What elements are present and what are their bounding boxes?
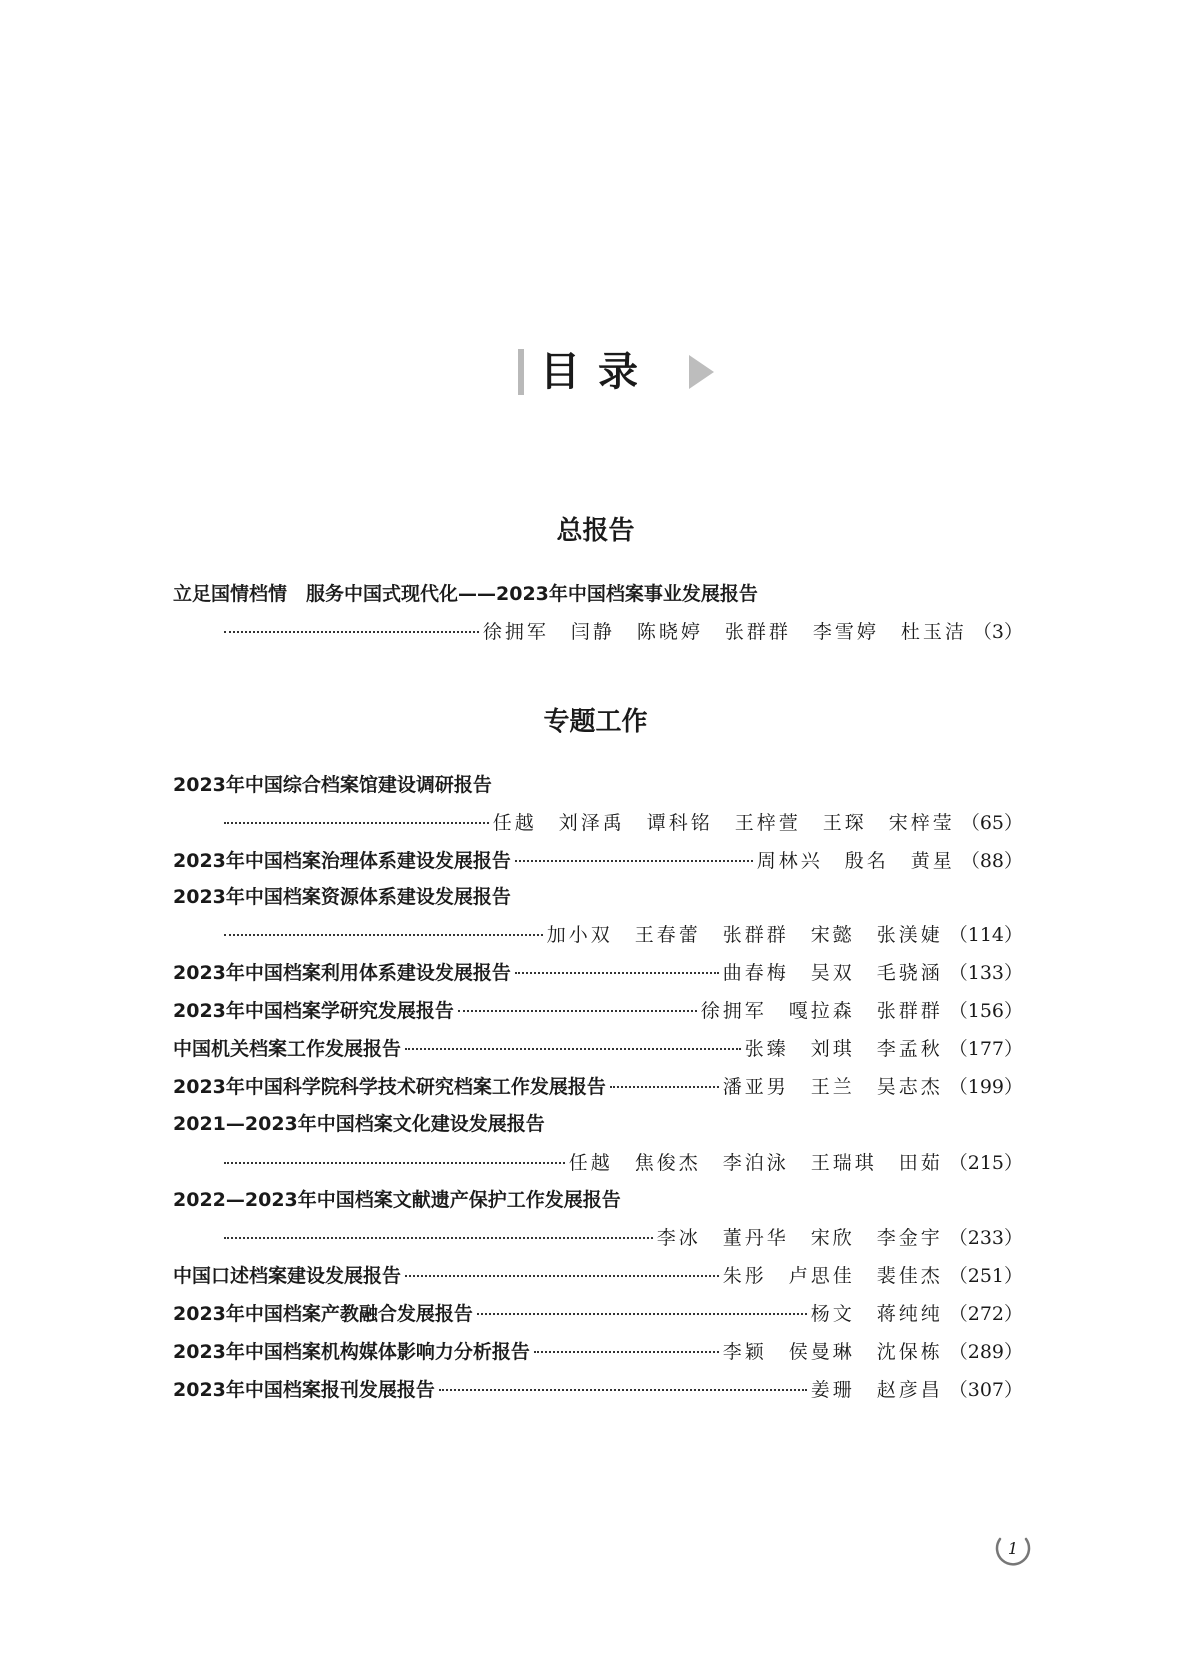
toc-entry-page: （133） [948,962,1023,984]
section-heading-topics: 专题工作 [543,707,648,737]
page-title: 目录 [540,348,656,395]
toc-entry[interactable] [173,1074,1023,1100]
dot-leader [610,1086,719,1088]
dot-leader [224,934,543,936]
toc-entry-page: （199） [948,1076,1023,1098]
toc-entry-authors: 徐拥军 闫静 陈晓婷 张群群 李雪婷 杜玉洁 [482,621,967,643]
dot-leader [224,1237,653,1239]
toc-entry-authors: 任越 焦俊杰 李泊泳 王瑞琪 田茹 [568,1152,943,1174]
page-number: 1 [1007,1539,1019,1558]
toc-entry-title[interactable]: 2023年中国综合档案馆建设调研报告 [173,774,492,796]
toc-entry-authors: 潘亚男 王兰 吴志杰 [722,1076,943,1098]
toc-entry-title: 2023年中国档案利用体系建设发展报告 [173,962,511,984]
dot-leader [458,1010,697,1012]
toc-entry-title: 中国口述档案建设发展报告 [173,1265,402,1287]
page-title-block [0,345,1191,415]
toc-entry-page: （233） [948,1227,1023,1249]
toc-entry-leader-line[interactable] [220,922,1023,948]
toc-entry[interactable] [173,998,1023,1024]
toc-entry-page: （272） [948,1303,1023,1325]
toc-entry-title[interactable]: 2022—2023年中国档案文献遗产保护工作发展报告 [173,1189,621,1211]
toc-entry-title: 中国机关档案工作发展报告 [173,1038,402,1060]
toc-entry-leader-line[interactable] [220,1225,1023,1251]
toc-entry-page: （156） [948,1000,1023,1022]
toc-entry-page: （289） [948,1341,1023,1363]
dot-leader [477,1313,807,1315]
page-number-folio [992,1531,1034,1573]
toc-entry-title[interactable]: 2021—2023年中国档案文化建设发展报告 [173,1113,545,1135]
dot-leader [534,1351,719,1353]
dot-leader [439,1389,807,1391]
toc-entry-page: （114） [948,924,1023,946]
toc-entry-title: 2023年中国档案产教融合发展报告 [173,1303,473,1325]
toc-entry-authors: 李冰 董丹华 宋欣 李金宇 [656,1227,943,1249]
toc-entry-title: 2023年中国档案报刊发展报告 [173,1379,435,1401]
toc-entry-page: （251） [948,1265,1023,1287]
toc-entry[interactable] [173,848,1023,874]
toc-entry[interactable] [173,1263,1023,1289]
toc-entry-authors: 姜珊 赵彦昌 [810,1379,943,1401]
toc-entry-authors: 徐拥军 嘎拉森 张群群 [700,1000,943,1022]
toc-entry-leader-line[interactable] [220,1150,1023,1176]
dot-leader [224,631,479,633]
toc-entry-title: 2023年中国档案治理体系建设发展报告 [173,850,511,872]
toc-entry-leader-line[interactable] [220,619,1023,645]
dot-leader [405,1275,719,1277]
toc-entry-title: 2023年中国档案机构媒体影响力分析报告 [173,1341,530,1363]
title-left-bar [518,349,524,395]
toc-entry-authors: 杨文 蒋纯纯 [810,1303,943,1325]
toc-entry-page: （307） [948,1379,1023,1401]
dot-leader [405,1048,741,1050]
dot-leader [515,860,753,862]
toc-entry-title: 2023年中国档案学研究发展报告 [173,1000,454,1022]
toc-entry[interactable] [173,1301,1023,1327]
toc-entry-title: 2023年中国科学院科学技术研究档案工作发展报告 [173,1076,606,1098]
title-arrow-icon [689,355,714,389]
section-heading-general: 总报告 [556,516,635,546]
toc-entry[interactable] [173,1377,1023,1403]
toc-entry-authors: 周林兴 殷名 黄星 [756,850,955,872]
toc-entry-authors: 李颖 侯曼琳 沈保栋 [722,1341,943,1363]
dot-leader [224,1162,565,1164]
toc-entry-page: （177） [948,1038,1023,1060]
toc-entry[interactable] [173,960,1023,986]
toc-entry-page: （65） [960,812,1023,834]
toc-entry[interactable] [173,1339,1023,1365]
toc-entry-page: （3） [972,621,1023,643]
toc-entry-authors: 任越 刘泽禹 谭科铭 王梓萱 王琛 宋梓莹 [492,812,955,834]
toc-entry-authors: 张臻 刘琪 李孟秋 [744,1038,943,1060]
toc-entry-page: （215） [948,1152,1023,1174]
toc-entry-authors: 朱彤 卢思佳 裴佳杰 [722,1265,943,1287]
toc-entry-authors: 曲春梅 吴双 毛骁涵 [722,962,943,984]
toc-entry-authors: 加小双 王春蕾 张群群 宋懿 张渼婕 [546,924,943,946]
toc-entry-title[interactable]: 立足国情档情 服务中国式现代化——2023年中国档案事业发展报告 [173,583,758,605]
toc-entry[interactable] [173,1036,1023,1062]
toc-entry-leader-line[interactable] [220,810,1023,836]
toc-entry-page: （88） [960,850,1023,872]
dot-leader [515,972,719,974]
dot-leader [224,822,489,824]
toc-entry-title[interactable]: 2023年中国档案资源体系建设发展报告 [173,886,511,908]
